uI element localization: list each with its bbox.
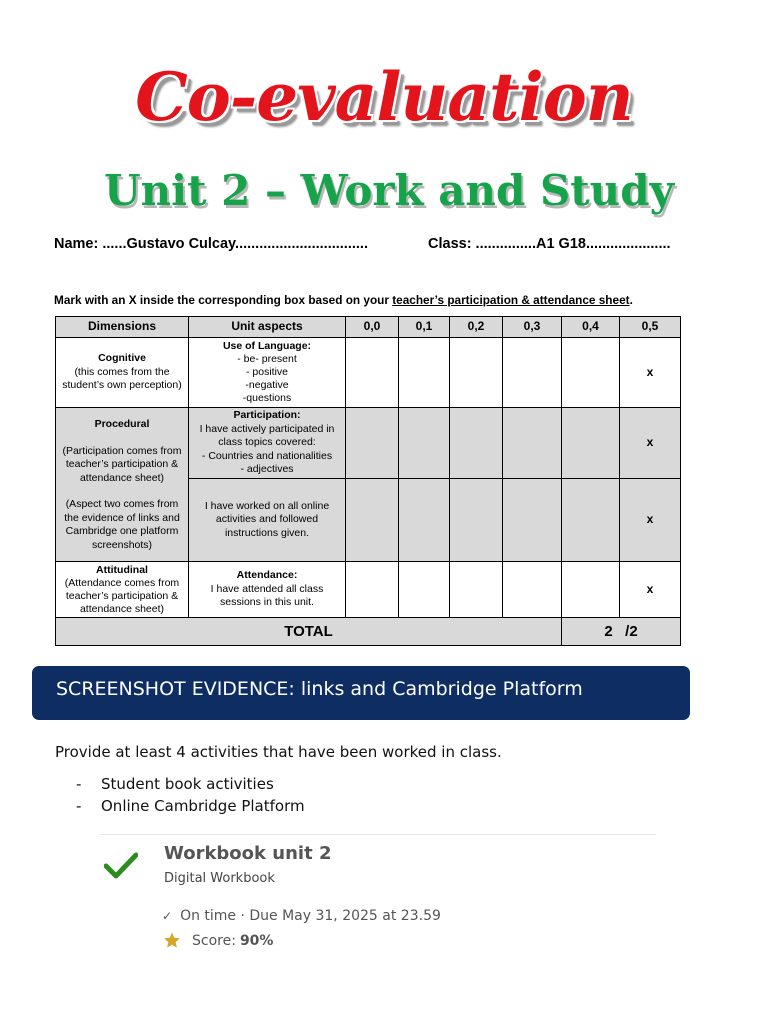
table-total-row	[56, 618, 681, 646]
language-item: - positive	[245, 366, 288, 378]
online-cell: I have worked on all online activities and followed instructions given.	[189, 479, 346, 562]
score-cell[interactable]	[503, 338, 562, 408]
score-cell[interactable]	[503, 479, 562, 562]
header-dimensions: Dimensions	[56, 317, 189, 338]
workbook-score	[162, 931, 273, 950]
attendance-cell	[189, 562, 346, 618]
attitudinal-note: (Attendance comes from teacher’s participation & attendance sheet)	[64, 576, 180, 615]
instruction-underlined: teacher’s participation & attendance sheet	[392, 293, 630, 307]
instruction-prefix: Mark with an X inside the corresponding box based on your	[54, 293, 393, 307]
language-cell	[189, 338, 346, 408]
score-cell[interactable]	[346, 562, 399, 618]
participation-cell	[189, 408, 346, 479]
language-item: -questions	[242, 392, 292, 404]
score-mark[interactable]: x	[620, 338, 681, 408]
procedural-cell	[56, 408, 189, 562]
table-row-attendance	[56, 562, 681, 618]
evaluation-table	[55, 316, 681, 646]
star-icon	[162, 931, 182, 950]
score-cell[interactable]	[562, 408, 620, 479]
language-item: - be- present	[237, 353, 297, 365]
table-row-participation	[56, 408, 681, 479]
workbook-title[interactable]: Workbook unit 2	[164, 843, 332, 864]
score-cell[interactable]	[346, 338, 399, 408]
instruction-text	[54, 293, 633, 307]
unit-subtitle: Unit 2 – Work and Study	[104, 166, 674, 215]
participation-item: - Countries and nationalities	[201, 449, 333, 462]
procedural-note-evidence: (Aspect two comes from the evidence of links and Cambridge one platform screenshots)	[64, 498, 180, 551]
score-cell[interactable]	[399, 562, 450, 618]
attitudinal-title: Attitudinal	[96, 563, 148, 576]
cognitive-cell	[56, 338, 189, 408]
score-cell[interactable]	[399, 338, 450, 408]
activity-list	[76, 775, 305, 819]
check-icon	[104, 852, 138, 880]
header-score-0-0: 0,0	[346, 317, 399, 338]
score-value: 90%	[239, 932, 274, 949]
score-cell[interactable]	[562, 338, 620, 408]
list-item: - Student book activities	[76, 775, 305, 797]
score-cell[interactable]	[399, 479, 450, 562]
score-cell[interactable]	[562, 479, 620, 562]
procedural-note-participation: (Participation comes from teacher’s participation & attendance sheet)	[62, 444, 182, 484]
total-label: TOTAL	[56, 618, 562, 646]
score-cell[interactable]	[450, 479, 503, 562]
procedural-title: Procedural	[94, 418, 150, 430]
header-score-0-3: 0,3	[503, 317, 562, 338]
language-item: -negative	[245, 379, 289, 391]
score-mark[interactable]: x	[620, 562, 681, 618]
page-title: Co-evaluation	[135, 58, 633, 136]
list-item: - Online Cambridge Platform	[76, 797, 305, 819]
participation-title: Participation:	[233, 409, 301, 422]
attitudinal-cell	[56, 562, 189, 618]
score-cell[interactable]	[562, 562, 620, 618]
participation-item: - adjectives	[240, 463, 294, 476]
evidence-banner: SCREENSHOT EVIDENCE: links and Cambridge Platform	[32, 666, 690, 720]
score-cell[interactable]	[346, 408, 399, 479]
tick-icon: ✓	[162, 909, 173, 923]
workbook-subtitle: Digital Workbook	[164, 871, 275, 886]
workbook-status	[162, 908, 441, 924]
language-title: Use of Language:	[222, 340, 312, 352]
table-header-row	[56, 317, 681, 338]
header-score-0-2: 0,2	[450, 317, 503, 338]
table-row-cognitive	[56, 338, 681, 408]
score-cell[interactable]	[399, 408, 450, 479]
attendance-text: I have attended all class sessions in this unit.	[210, 582, 324, 609]
header-score-0-1: 0,1	[399, 317, 450, 338]
instruction-suffix: .	[629, 293, 633, 307]
score-label: Score:	[192, 932, 236, 949]
score-cell[interactable]	[503, 408, 562, 479]
total-score: 2 /2	[562, 618, 681, 646]
score-cell[interactable]	[346, 479, 399, 562]
cognitive-title: Cognitive	[98, 352, 146, 365]
score-cell[interactable]	[503, 562, 562, 618]
participation-text: I have actively participated in class topics covered:	[199, 422, 335, 449]
student-name-line: Name: ......Gustavo Culcay.................................	[54, 236, 368, 252]
score-cell[interactable]	[450, 338, 503, 408]
attendance-title: Attendance:	[236, 569, 298, 582]
cognitive-note: (this comes from the student’s own perception)	[62, 365, 182, 392]
divider	[100, 834, 656, 835]
class-line: Class: ...............A1 G18.....................	[428, 236, 671, 252]
header-score-0-4: 0,4	[562, 317, 620, 338]
score-mark[interactable]: x	[620, 408, 681, 479]
score-mark[interactable]: x	[620, 479, 681, 562]
status-text: On time · Due May 31, 2025 at 23.59	[180, 908, 441, 924]
score-cell[interactable]	[450, 408, 503, 479]
score-cell[interactable]	[450, 562, 503, 618]
activities-prompt: Provide at least 4 activities that have been worked in class.	[55, 743, 502, 761]
header-unit-aspects: Unit aspects	[189, 317, 346, 338]
header-score-0-5: 0,5	[620, 317, 681, 338]
